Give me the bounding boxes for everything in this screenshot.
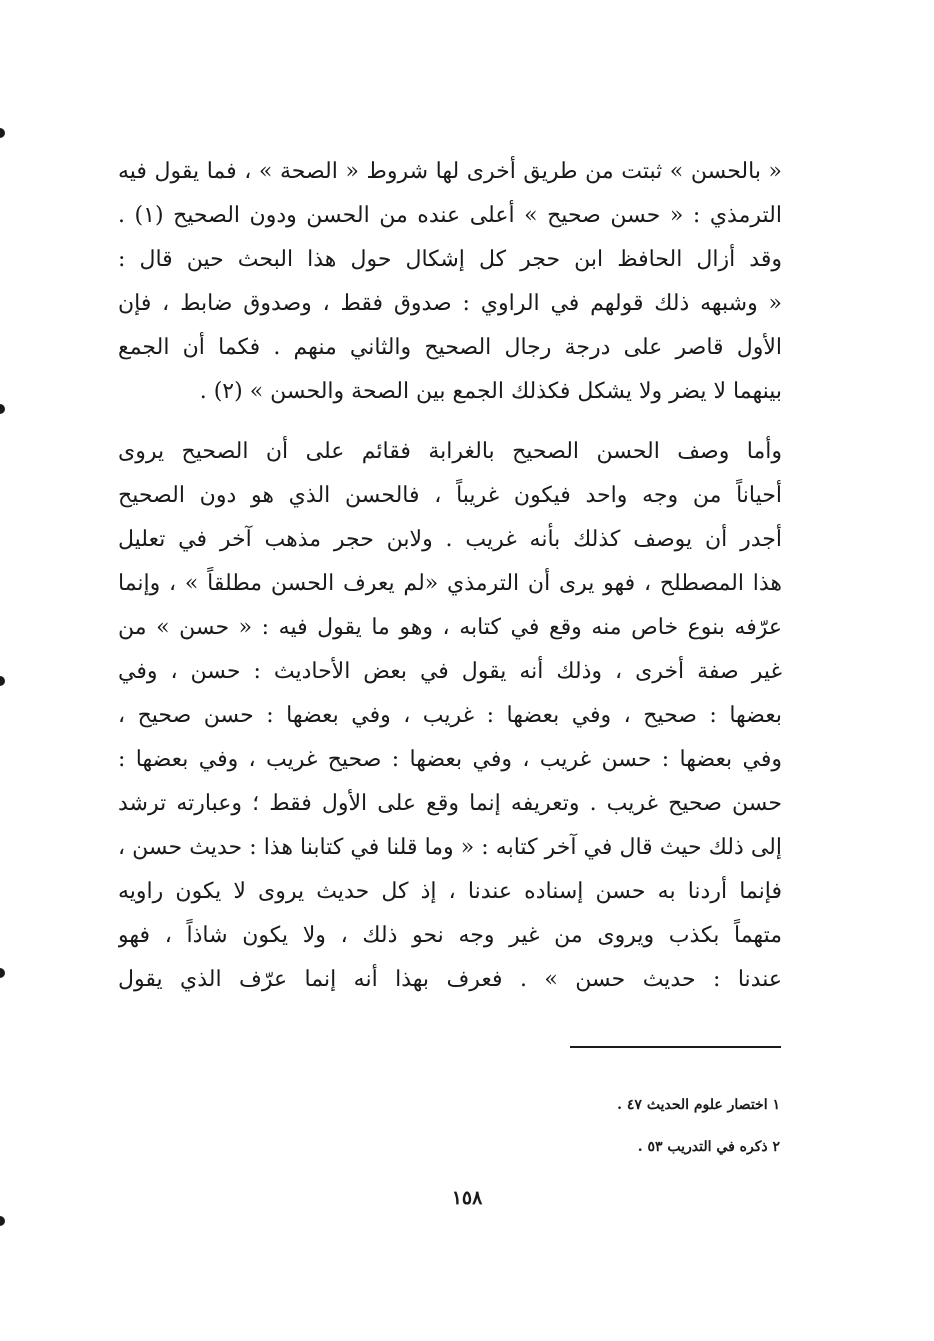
footnote-1 (400, 1090, 780, 1120)
scan-edge-mark (0, 676, 5, 686)
scan-edge-mark (0, 968, 5, 978)
text-line: « وشبهه ذلك قولهم في الراوي : صدوق فقط ، وصدوق ضابط ، فإن (118, 291, 782, 316)
text-line: إلى ذلك حيث قال في آخر كتابه : « وما قلنا في كتابنا هذا : حديث حسن ، (118, 835, 782, 860)
text-line: فإنما أردنا به حسن إسناده عندنا ، إذ كل حديث يروى لا يكون راويه (118, 879, 782, 904)
text-line: أجدر أن يوصف كذلك بأنه غريب . ولابن حجر مذهب آخر في تعليل (118, 527, 782, 552)
text-line: عندنا : حديث حسن » . فعرف بهذا أنه إنما عرّف الذي يقول (118, 967, 782, 992)
text-line: حسن صحيح غريب . وتعريفه إنما وقع على الأول فقط ؛ وعبارته ترشد (118, 791, 782, 816)
text-line: وقد أزال الحافظ ابن حجر كل إشكال حول هذا البحث حين قال : (118, 247, 782, 272)
text-line: متهماً بكذب ويروى من غير وجه نحو ذلك ، ولا يكون شاذاً ، فهو (118, 923, 782, 948)
text-line: بعضها : صحيح ، وفي بعضها : غريب ، وفي بعضها : حسن صحيح ، (118, 703, 782, 728)
paragraph-2 (118, 430, 782, 1002)
scan-edge-mark (0, 1216, 5, 1226)
scan-edge-mark (0, 404, 5, 414)
text-line: « بالحسن » ثبتت من طريق أخرى لها شروط « الصحة » ، فما يقول فيه (118, 159, 782, 184)
text-line: هذا المصطلح ، فهو يرى أن الترمذي «لم يعرف الحسن مطلقاً » ، وإنما (118, 571, 782, 596)
footnote-2 (400, 1132, 780, 1162)
text-line: عرّفه بنوع خاص منه وقع في كتابه ، وهو ما يقول فيه : « حسن » من (118, 615, 782, 640)
footnote-divider (570, 1046, 781, 1048)
scan-edge-mark (0, 128, 5, 138)
footnote-text: ٢ ذكره في التدريب ٥٣ . (637, 1139, 780, 1155)
text-line: وأما وصف الحسن الصحيح بالغرابة فقائم على أن الصحيح يروى (118, 439, 782, 464)
page-number: ١٥٨ (451, 1187, 483, 1209)
text-line: الترمذي : « حسن صحيح » أعلى عنده من الحسن ودون الصحيح (١) . (118, 203, 782, 228)
text-line: غير صفة أخرى ، وذلك أنه يقول في بعض الأحاديث : حسن ، وفي (118, 659, 782, 684)
footnote-text: ١ اختصار علوم الحديث ٤٧ . (617, 1097, 780, 1113)
text-line: أحياناً من وجه واحد فيكون غريباً ، فالحسن الذي هو دون الصحيح (118, 483, 782, 508)
text-line: بينهما لا يضر ولا يشكل فكذلك الجمع بين الصحة والحسن » (٢) . (199, 379, 782, 404)
text-line: وفي بعضها : حسن غريب ، وفي بعضها : صحيح غريب ، وفي بعضها : (118, 747, 782, 772)
text-line: الأول قاصر على درجة رجال الصحيح والثاني منهم . فكما أن الجمع (118, 335, 782, 360)
paragraph-1 (118, 150, 782, 414)
